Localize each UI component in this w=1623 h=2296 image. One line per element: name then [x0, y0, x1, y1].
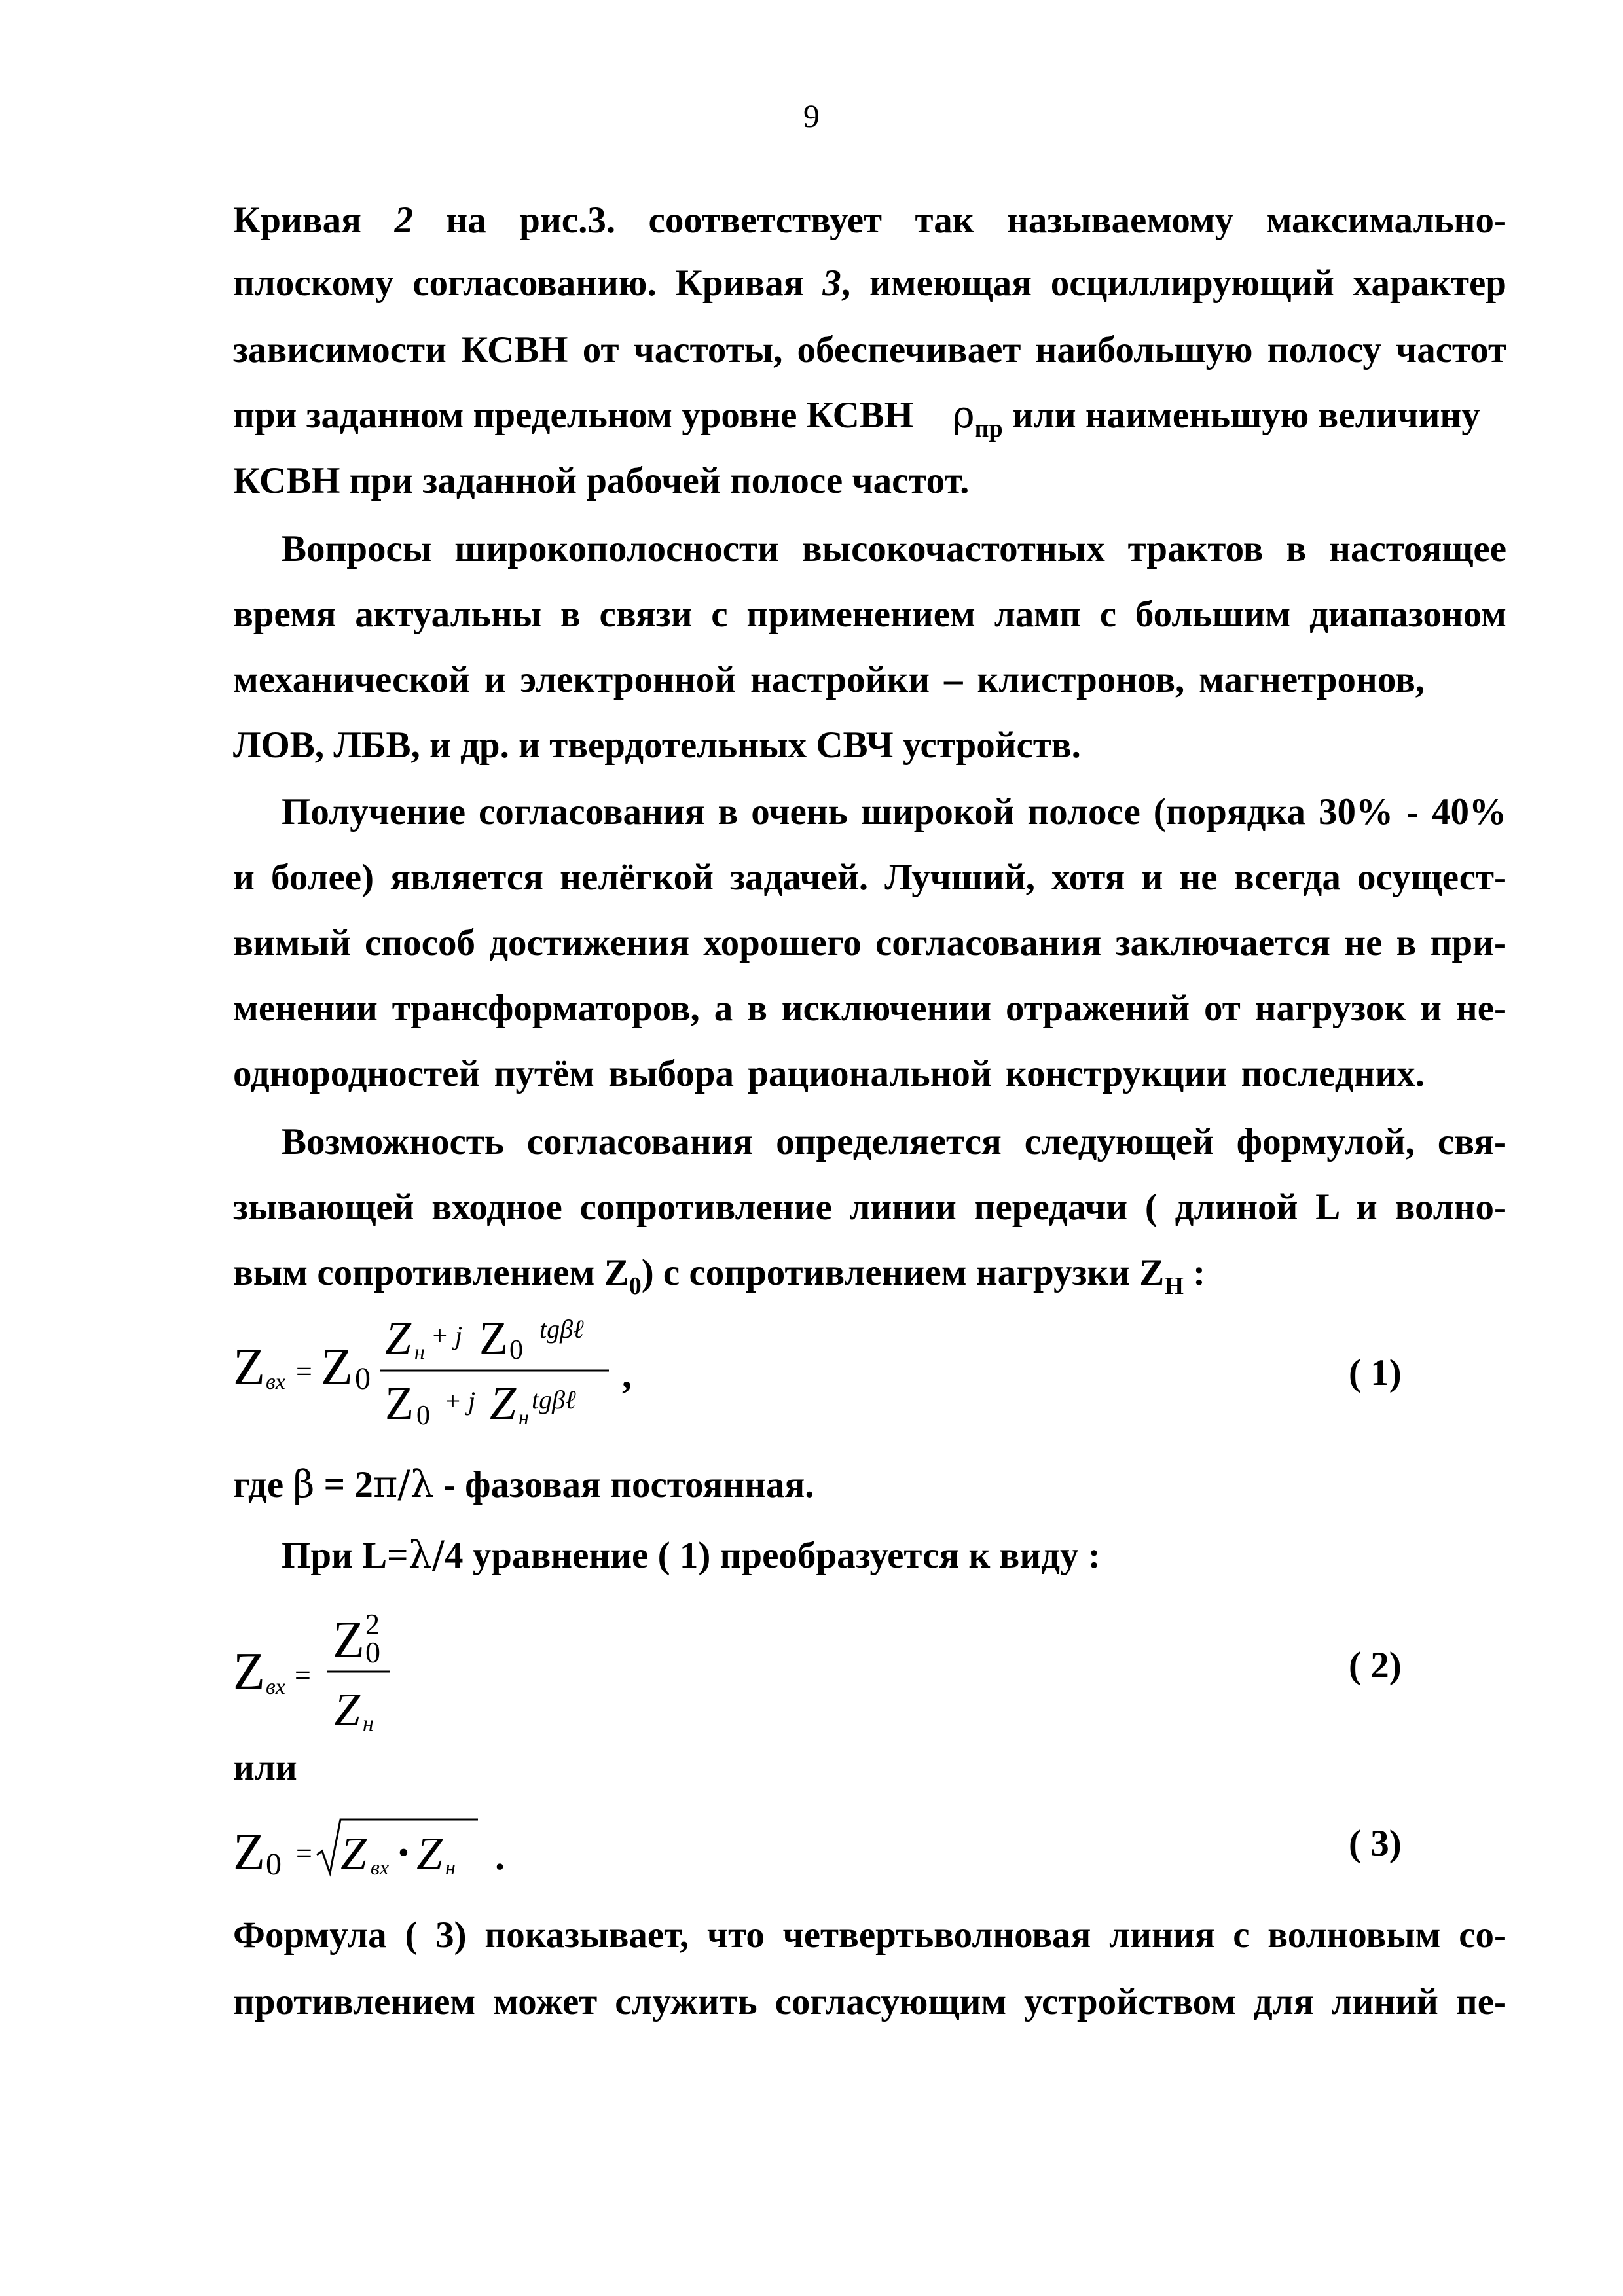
svg-text:=: = [296, 1355, 312, 1388]
text-line: менении трансформаторов, а в исключении отражений от нагрузок и не- [233, 988, 1506, 1029]
svg-text:Z: Z [233, 1338, 265, 1396]
text-line: и более) является нелёгкой задачей. Лучший, хотя и не всегда осущест- [233, 857, 1506, 898]
svg-text:Z: Z [333, 1611, 365, 1669]
svg-text:+ j: + j [444, 1386, 476, 1416]
text-line: плоскому согласованию. Кривая 3, имеющая осциллирующий характер [233, 262, 1506, 304]
svg-text:.: . [495, 1835, 505, 1878]
text-line: однородностей путём выбора рациональной конструкции последних. [233, 1053, 1425, 1094]
text-line: зывающей входное сопротивление линии передачи ( длиной L и волно- [233, 1187, 1506, 1228]
text-line: Получение согласования в очень широкой полосе (порядка 30% - 40% [282, 791, 1506, 833]
svg-text:0: 0 [509, 1335, 523, 1365]
text-line: Кривая 2 на рис.3. соответствует так называемому максимально- [233, 200, 1507, 241]
svg-text:0: 0 [365, 1636, 380, 1669]
equation-1 [223, 1302, 720, 1440]
svg-text:=: = [296, 1837, 312, 1869]
svg-text:Z: Z [479, 1312, 508, 1364]
svg-text:Z: Z [340, 1827, 367, 1880]
svg-text:н: н [414, 1340, 425, 1363]
page-number: 9 [803, 98, 820, 134]
svg-text:2: 2 [365, 1608, 380, 1640]
text-line: вым сопротивлением $Z_0$) с сопротивлением нагрузки $Z_H$ : [233, 1252, 1206, 1300]
text-line: время актуальны в связи с применением ламп с большим диапазоном [233, 594, 1506, 635]
equation-3 [223, 1806, 537, 1885]
equation-3-number: ( 3) [1349, 1823, 1402, 1864]
text-line: зависимости КСВН от частоты, обеспечивает наибольшую полосу частот [233, 329, 1506, 370]
text-line: противлением может служить согласующим устройством для линий пе- [233, 1981, 1506, 2022]
text-line: Вопросы широкополосности высокочастотных трактов в настоящее [282, 528, 1506, 569]
equation-1-number: ( 1) [1349, 1352, 1402, 1393]
svg-text:н: н [519, 1405, 529, 1429]
equation-2-number: ( 2) [1349, 1645, 1402, 1686]
text-line: вимый способ достижения хорошего согласования заключается не в при- [233, 922, 1506, 963]
text-line: или [233, 1747, 297, 1788]
equation-2 [223, 1597, 498, 1741]
svg-text:0: 0 [266, 1847, 282, 1882]
svg-text:tgβℓ: tgβℓ [539, 1314, 584, 1344]
svg-text:вх: вх [266, 1370, 285, 1394]
text-line: КСВН при заданной рабочей полосе частот. [233, 460, 970, 501]
svg-text:+ j: + j [431, 1321, 463, 1350]
svg-text:Z: Z [490, 1377, 517, 1429]
svg-text:Z: Z [385, 1312, 412, 1364]
svg-text:вх: вх [266, 1675, 285, 1699]
svg-text:Z: Z [334, 1683, 361, 1736]
svg-text:Z: Z [321, 1338, 353, 1396]
svg-text:вх: вх [371, 1856, 390, 1879]
svg-text:0: 0 [416, 1401, 430, 1431]
text-line: при заданном предельном уровне КСВН $\rho_{пр}$ или наименьшую величину [233, 393, 1480, 442]
svg-text:Z: Z [416, 1827, 443, 1880]
text-line: где β = 2π/λ - фазовая постоянная. [233, 1463, 814, 1506]
svg-text:н: н [445, 1856, 456, 1879]
svg-text:Z: Z [233, 1823, 265, 1881]
svg-text:=: = [295, 1659, 311, 1691]
svg-text:tgβℓ: tgβℓ [532, 1385, 576, 1414]
text-line: Формула ( 3) показывает, что четвертьволновая линия с волновым со- [233, 1914, 1506, 1956]
svg-text:Z: Z [233, 1643, 265, 1700]
svg-text:Z: Z [385, 1377, 414, 1429]
svg-text:•: • [398, 1835, 409, 1870]
text-line: ЛОВ, ЛБВ, и др. и твердотельных СВЧ устройств. [233, 725, 1081, 766]
svg-text:0: 0 [355, 1361, 371, 1396]
svg-text:,: , [622, 1353, 632, 1396]
text-line: При L=λ/4 уравнение ( 1) преобразуется к виду : [282, 1534, 1101, 1577]
svg-text:н: н [363, 1712, 374, 1736]
text-line: Возможность согласования определяется следующей формулой, свя- [282, 1121, 1506, 1162]
text-line: механической и электронной настройки – клистронов, магнетронов, [233, 659, 1425, 700]
